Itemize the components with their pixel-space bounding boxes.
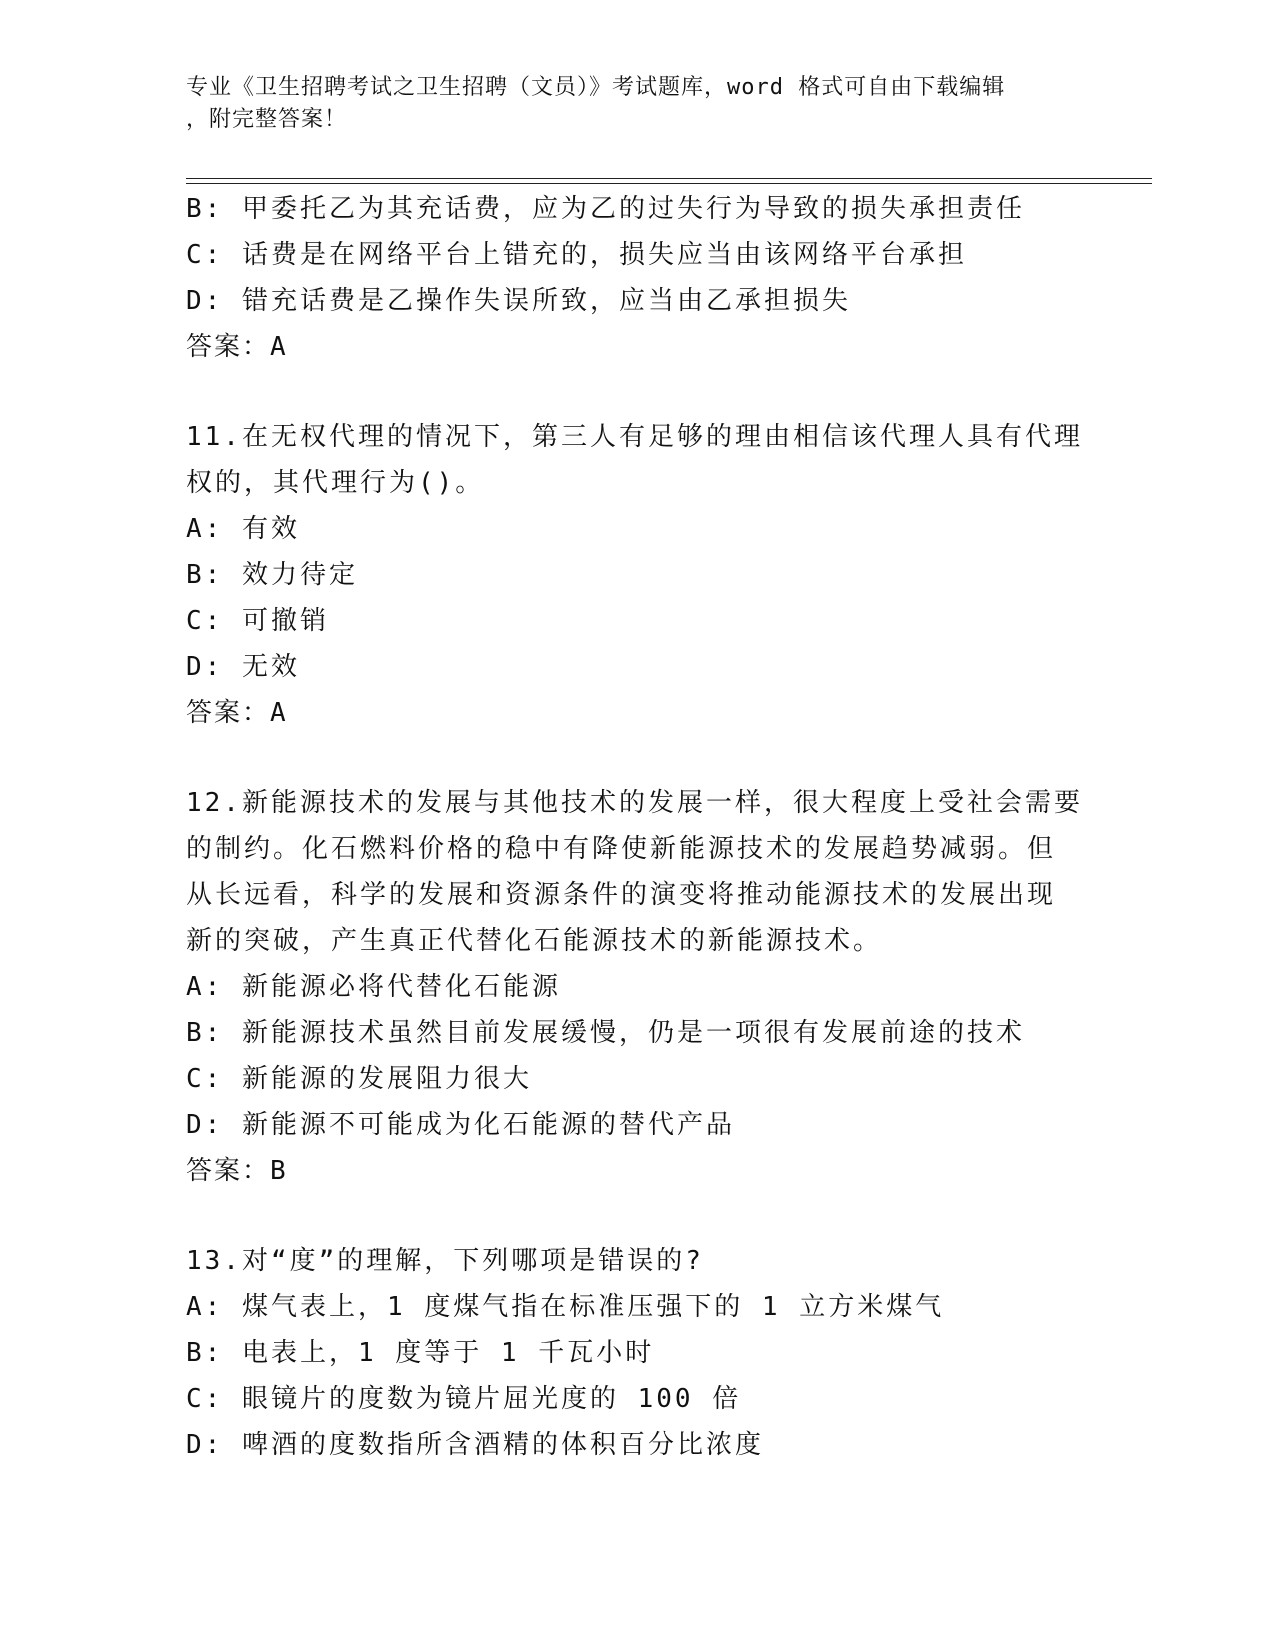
answer-value: A — [270, 332, 287, 362]
answer-label: 答案： — [186, 1156, 271, 1186]
question-stem-line: 新的突破，产生真正代替化石能源技术的新能源技术。 — [186, 926, 883, 956]
question-block-12 — [186, 780, 1086, 1194]
option-a: A: 新能源必将代替化石能源 — [186, 972, 561, 1002]
header-title-line1: 专业《卫生招聘考试之卫生招聘（文员）》考试题库，word 格式可自由下载编辑 — [186, 75, 1006, 100]
answer-label: 答案： — [186, 332, 271, 362]
question-stem-line: 权的，其代理行为()。 — [186, 468, 485, 498]
question-stem-line: 的制约。化石燃料价格的稳中有降使新能源技术的发展趋势减弱。但 — [186, 834, 1057, 864]
header-rule-bottom — [186, 183, 1152, 184]
answer-line — [186, 324, 1086, 370]
answer-value: A — [270, 698, 287, 728]
option-d: D: 啤酒的度数指所含酒精的体积百分比浓度 — [186, 1430, 764, 1460]
question-content — [186, 186, 1086, 1468]
question-stem-line: 13.对“度”的理解，下列哪项是错误的? — [186, 1246, 704, 1276]
option-b: B: 效力待定 — [186, 560, 358, 590]
option-c: C: 眼镜片的度数为镜片屈光度的 100 倍 — [186, 1384, 742, 1414]
option-c: C: 话费是在网络平台上错充的，损失应当由该网络平台承担 — [186, 240, 967, 270]
option-b: B: 新能源技术虽然目前发展缓慢，仍是一项很有发展前途的技术 — [186, 1018, 1025, 1048]
option-b: B: 电表上，1 度等于 1 千瓦小时 — [186, 1338, 655, 1368]
question-block-11 — [186, 414, 1086, 736]
question-block-prev — [186, 186, 1086, 370]
option-d: D: 错充话费是乙操作失误所致，应当由乙承担损失 — [186, 286, 851, 316]
question-stem-line: 12.新能源技术的发展与其他技术的发展一样，很大程度上受社会需要 — [186, 788, 1083, 818]
answer-line — [186, 690, 1086, 736]
option-b: B: 甲委托乙为其充话费，应为乙的过失行为导致的损失承担责任 — [186, 194, 1025, 224]
question-stem-line: 11.在无权代理的情况下，第三人有足够的理由相信该代理人具有代理 — [186, 422, 1083, 452]
option-d: D: 新能源不可能成为化石能源的替代产品 — [186, 1110, 735, 1140]
header-rule-top — [186, 178, 1152, 179]
option-a: A: 有效 — [186, 514, 300, 544]
answer-value: B — [270, 1156, 287, 1186]
option-c: C: 新能源的发展阻力很大 — [186, 1064, 532, 1094]
question-stem-line: 从长远看，科学的发展和资源条件的演变将推动能源技术的发展出现 — [186, 880, 1057, 910]
option-d: D: 无效 — [186, 652, 300, 682]
header-title-line2: ，附完整答案！ — [186, 107, 348, 132]
option-c: C: 可撤销 — [186, 606, 329, 636]
option-a: A: 煤气表上，1 度煤气指在标准压强下的 1 立方米煤气 — [186, 1292, 945, 1322]
page-header — [186, 72, 1086, 136]
answer-label: 答案： — [186, 698, 271, 728]
answer-line — [186, 1148, 1086, 1194]
question-block-13 — [186, 1238, 1086, 1468]
